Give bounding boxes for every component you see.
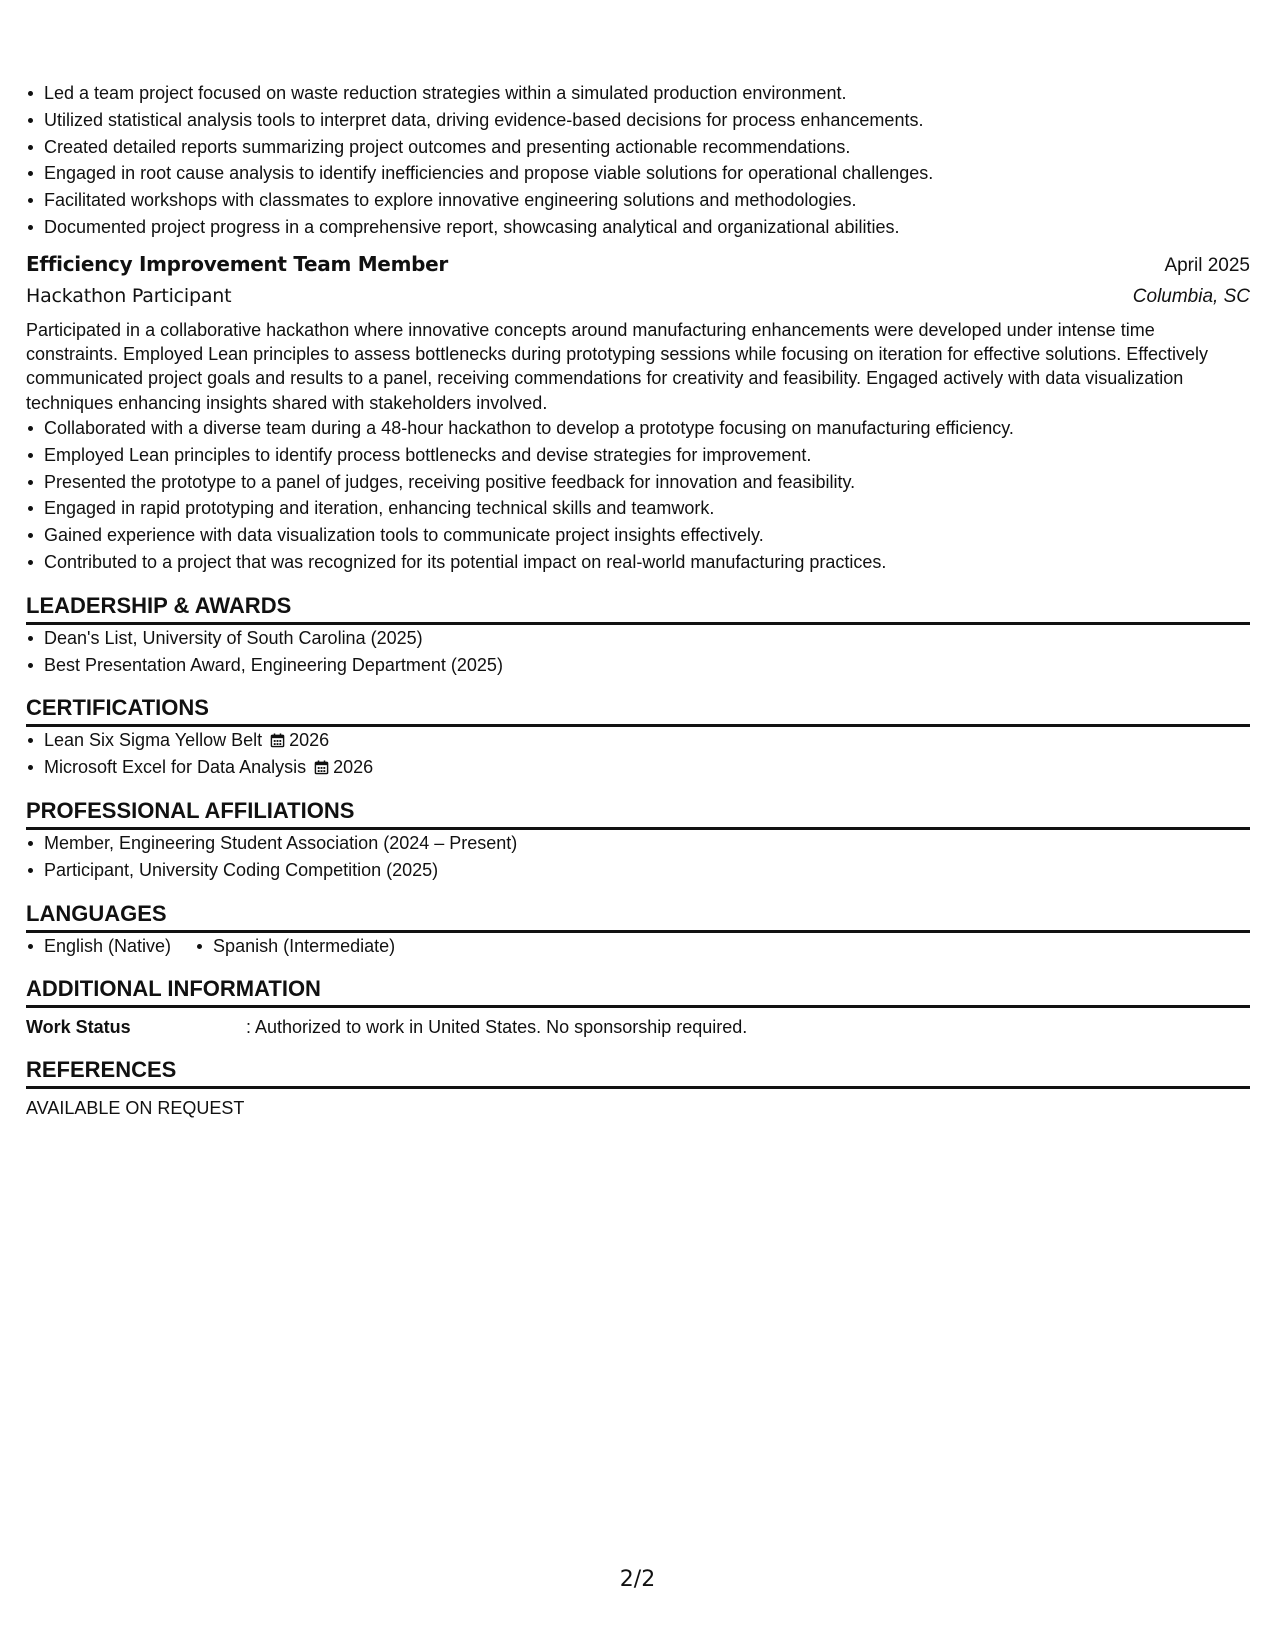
section-languages: [26, 900, 1250, 960]
languages-list: [26, 933, 1250, 960]
certification-year: 2026: [333, 757, 374, 778]
work-status-row: [26, 1014, 1250, 1040]
list-item: Member, Engineering Student Association (2024 – Present): [26, 830, 1250, 857]
job-header: [26, 249, 1250, 281]
references-text: AVAILABLE ON REQUEST: [26, 1098, 245, 1119]
job-location: Columbia, SC: [1132, 285, 1250, 307]
list-item: Created detailed reports summarizing project outcomes and presenting actionable recommendations.: [26, 134, 1250, 161]
list-item: Engaged in rapid prototyping and iteration, enhancing technical skills and teamwork.: [26, 495, 1250, 522]
list-item: [26, 754, 1250, 781]
certification-year: 2026: [289, 730, 330, 751]
section-heading: CERTIFICATIONS: [26, 694, 1250, 727]
list-item: [26, 727, 1250, 754]
section-heading: PROFESSIONAL AFFILIATIONS: [26, 797, 1250, 830]
job-summary: Participated in a collaborative hackathon where innovative concepts around manufacturing enhancements were developed under intense time constraints. Employed Lean principles to assess bottlenecks during prototyping sessions while focusing on iteration for effective solutions. Effectively communicated project goals and results to a panel, receiving commendations for creativity and feasibility. Engaged actively with data visualization techniques enhancing insights shared with stakeholders involved.: [26, 319, 1208, 413]
section-additional-information: [26, 975, 1250, 1040]
section-heading: REFERENCES: [26, 1056, 1250, 1089]
resume-page: [26, 80, 1250, 1121]
job-subheader: [26, 281, 1250, 312]
job-bullets: [26, 415, 1250, 576]
leadership-list: [26, 625, 1250, 679]
list-item: Gained experience with data visualization tools to communicate project insights effectively.: [26, 522, 1250, 549]
calendar-icon: [314, 760, 329, 775]
certifications-list: [26, 727, 1250, 781]
list-item: Engaged in root cause analysis to identify inefficiencies and propose viable solutions for operational challenges.: [26, 160, 1250, 187]
job-entry: [26, 249, 1250, 576]
list-item: Collaborated with a diverse team during a 48-hour hackathon to develop a prototype focusing on manufacturing efficiency.: [26, 415, 1250, 442]
list-item: Participant, University Coding Competition (2025): [26, 857, 1250, 884]
job-title: Efficiency Improvement Team Member: [26, 251, 448, 276]
section-heading: LANGUAGES: [26, 900, 1250, 933]
section-heading: LEADERSHIP & AWARDS: [26, 592, 1250, 625]
list-item: Employed Lean principles to identify process bottlenecks and devise strategies for improvement.: [26, 442, 1250, 469]
job-subtitle: Hackathon Participant: [26, 284, 232, 307]
list-item: Dean's List, University of South Carolina (2025): [26, 625, 1250, 652]
section-affiliations: [26, 797, 1250, 884]
calendar-icon: [270, 733, 285, 748]
list-item: English (Native): [26, 933, 171, 960]
work-status-value: : Authorized to work in United States. No sponsorship required.: [246, 1017, 748, 1038]
affiliations-list: [26, 830, 1250, 884]
section-certifications: [26, 694, 1250, 781]
list-item: Utilized statistical analysis tools to interpret data, driving evidence-based decisions for process enhancements.: [26, 107, 1250, 134]
section-references: [26, 1056, 1250, 1121]
list-item: Documented project progress in a comprehensive report, showcasing analytical and organizational abilities.: [26, 214, 1250, 241]
certification-name: Lean Six Sigma Yellow Belt: [44, 730, 263, 751]
certification-name: Microsoft Excel for Data Analysis: [44, 757, 307, 778]
list-item: Spanish (Intermediate): [195, 933, 395, 960]
list-item: Best Presentation Award, Engineering Department (2025): [26, 652, 1250, 679]
previous-job-bullets: [26, 80, 1250, 241]
list-item: Contributed to a project that was recognized for its potential impact on real-world manufacturing practices.: [26, 549, 1250, 576]
list-item: Presented the prototype to a panel of judges, receiving positive feedback for innovation and feasibility.: [26, 469, 1250, 496]
page-number: 2/2: [619, 1567, 656, 1592]
list-item: Led a team project focused on waste reduction strategies within a simulated production environment.: [26, 80, 1250, 107]
work-status-label: Work Status: [26, 1017, 131, 1038]
section-leadership: [26, 592, 1250, 679]
job-date: April 2025: [1164, 254, 1250, 276]
list-item: Facilitated workshops with classmates to explore innovative engineering solutions and methodologies.: [26, 187, 1250, 214]
section-heading: ADDITIONAL INFORMATION: [26, 975, 1250, 1008]
